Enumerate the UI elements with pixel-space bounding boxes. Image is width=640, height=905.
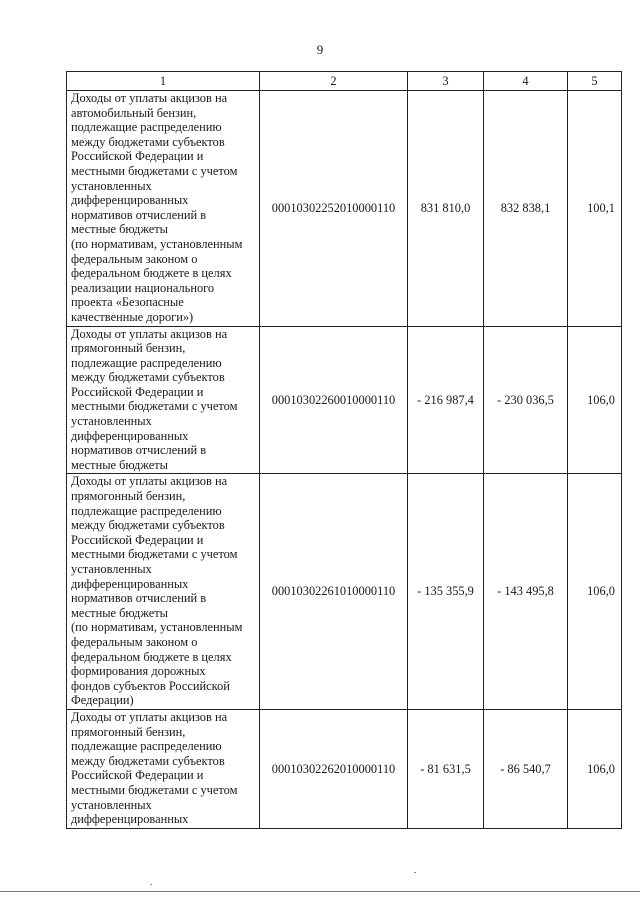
revenue-name-line: дифференцированных <box>71 576 189 591</box>
revenue-name-line: качественные дороги») <box>71 309 194 324</box>
actual-amount-cell: - 86 540,7 <box>484 709 568 828</box>
revenue-name-line: нормативов отчислений в <box>71 591 207 606</box>
revenue-name-line: местные бюджеты <box>71 605 168 620</box>
planned-amount-cell: - 135 355,9 <box>408 474 484 710</box>
execution-percent-cell: 106,0 <box>568 474 622 710</box>
revenue-name-line: автомобильный бензин, <box>71 105 197 120</box>
revenue-name-line: Российской Федерации и <box>71 384 204 399</box>
revenue-name-line: подлежащие распределению <box>71 120 222 135</box>
scan-speck <box>414 872 416 873</box>
revenue-name-line: Российской Федерации и <box>71 768 204 783</box>
revenue-name-line: фондов субъектов Российской <box>71 678 230 693</box>
revenue-name-line: дифференцированных <box>71 428 189 443</box>
planned-amount-cell: - 81 631,5 <box>408 709 484 828</box>
revenue-name-line: между бюджетами субъектов <box>71 370 225 385</box>
revenue-name-line: установленных <box>71 562 152 576</box>
revenue-name-line: местными бюджетами с учетом <box>71 163 238 178</box>
revenue-name-line: дифференцированных <box>71 812 189 827</box>
scan-speck <box>150 884 152 885</box>
column-header-3: 3 <box>408 72 484 91</box>
budget-code-cell: 00010302262010000110 <box>260 709 408 828</box>
revenue-name-line: федеральном бюджете в целях <box>71 649 232 664</box>
actual-amount-cell: - 230 036,5 <box>484 326 568 474</box>
revenue-name-line: Доходы от уплаты акцизов на <box>71 709 228 724</box>
execution-percent-cell: 100,1 <box>568 91 622 327</box>
revenue-name-line: формирования дорожных <box>71 664 206 679</box>
revenue-name-line: дифференцированных <box>71 193 189 208</box>
revenue-name-cell <box>67 474 260 710</box>
page-edge-line <box>0 891 640 892</box>
revenue-name-line: подлежащие распределению <box>71 739 222 754</box>
revenue-name-line: нормативов отчислений в <box>71 443 207 458</box>
revenue-name-line: местные бюджеты <box>71 457 168 472</box>
table-header-row <box>67 72 622 91</box>
table-row <box>67 474 622 710</box>
table-row <box>67 326 622 474</box>
revenue-name-line: прямогонный бензин, <box>71 489 186 504</box>
revenue-name-line: федеральном бюджете в целях <box>71 266 232 281</box>
budget-code-cell: 00010302261010000110 <box>260 474 408 710</box>
revenue-name-line: Российской Федерации и <box>71 149 204 164</box>
revenue-name-line: Доходы от уплаты акцизов на <box>71 474 228 489</box>
revenue-name-cell <box>67 91 260 327</box>
revenue-name-line: Федерации) <box>71 693 134 708</box>
revenue-name-line: Российской Федерации и <box>71 532 204 547</box>
revenue-name-line: реализации национального <box>71 280 215 295</box>
revenue-name-line: проекта «Безопасные <box>71 295 184 310</box>
revenue-name-line: между бюджетами субъектов <box>71 518 225 533</box>
revenue-name-line: прямогонный бензин, <box>71 724 186 739</box>
table-body <box>67 91 622 829</box>
budget-code-cell: 00010302252010000110 <box>260 91 408 327</box>
revenue-name-line: установленных <box>71 414 152 429</box>
revenue-name-line: прямогонный бензин, <box>71 341 186 356</box>
revenue-name-line: установленных <box>71 178 152 193</box>
revenue-name-line: нормативов отчислений в <box>71 207 207 222</box>
revenue-name-line: Доходы от уплаты акцизов на <box>71 91 228 105</box>
revenue-name-line: подлежащие распределению <box>71 503 222 518</box>
planned-amount-cell: - 216 987,4 <box>408 326 484 474</box>
budget-code-cell: 00010302260010000110 <box>260 326 408 474</box>
revenue-name-line: установленных <box>71 797 152 812</box>
revenue-name-line: между бюджетами субъектов <box>71 134 225 149</box>
column-header-1: 1 <box>67 72 260 91</box>
execution-percent-cell: 106,0 <box>568 709 622 828</box>
page-number: 9 <box>316 42 324 57</box>
revenue-name-line: Доходы от уплаты акцизов на <box>71 326 228 341</box>
actual-amount-cell: 832 838,1 <box>484 91 568 327</box>
table-row <box>67 91 622 327</box>
revenue-name-line: местные бюджеты <box>71 222 168 237</box>
revenue-name-line: местными бюджетами с учетом <box>71 399 238 414</box>
column-header-5: 5 <box>568 72 622 91</box>
revenue-name-line: (по нормативам, установленным <box>71 620 243 635</box>
revenue-name-line: федеральным законом о <box>71 634 198 649</box>
planned-amount-cell: 831 810,0 <box>408 91 484 327</box>
actual-amount-cell: - 143 495,8 <box>484 474 568 710</box>
revenue-table <box>66 71 622 829</box>
revenue-name-line: федеральным законом о <box>71 251 198 266</box>
revenue-name-line: подлежащие распределению <box>71 355 222 370</box>
revenue-name-line: (по нормативам, установленным <box>71 236 243 251</box>
revenue-name-line: местными бюджетами с учетом <box>71 547 238 562</box>
table-row <box>67 709 622 828</box>
revenue-name-cell <box>67 709 260 828</box>
revenue-name-line: местными бюджетами с учетом <box>71 782 238 797</box>
revenue-name-cell <box>67 326 260 474</box>
column-header-4: 4 <box>484 72 568 91</box>
execution-percent-cell: 106,0 <box>568 326 622 474</box>
revenue-name-line: между бюджетами субъектов <box>71 753 225 768</box>
column-header-2: 2 <box>260 72 408 91</box>
